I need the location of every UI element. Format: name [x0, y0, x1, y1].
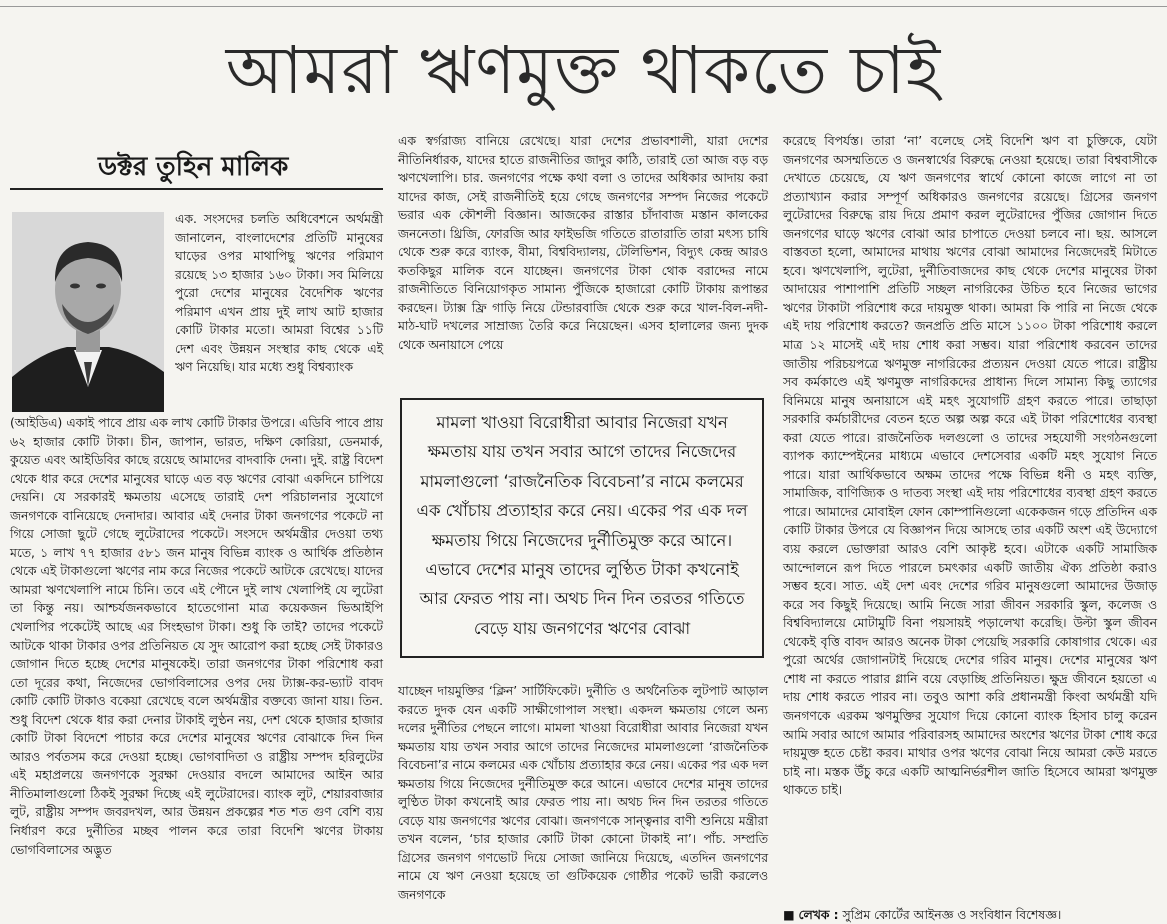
- column-1-bottom-text: [10, 414, 383, 859]
- paragraph: করেছে বিপর্যস্ত। তারা ‘না’ বলেছে সেই বিদেশি ঋণ বা চুক্তিকে, যেটা জনগণের অসম্মতিতে ও জনস্বার্থের বিরুদ্ধে নেওয়া হয়েছে। তারা বিশ্ববাসীকে দেখাতে চেয়েছে, যে ঋণ জনগণের স্বার্থে কোনো কাজে লাগে না তা প্রত্যাখ্যান করার সম্পূর্ণ অধিকারও জনগণের রয়েছে। গ্রিসের জনগণ লুটেরাদের বিরুদ্ধে রায় দিয়ে প্রমাণ করল লুটেরাদের পুঁজির জোগান দিতে জনগণের ঘাড়ে ঋণের বোঝা আর চাপাতে দেওয়া চলবে না। ছয়. আসলে বাস্তবতা হলো, আমাদের মাথায় ঋণের বোঝা আমাদের নিজেদেরই মিটাতে হবে। ঋণখেলাপি, লুটেরা, দুর্নীতিবাজদের কাছ থেকে দেশের মানুষের টাকা আদায়ের পাশাপাশি প্রতিটি সচ্ছল নাগরিকের উচিত হবে নিজের ভাগের ঋণের টাকাটা পরিশোধ করে দায়মুক্ত থাকা। আমরা কি পারি না নিজে থেকে এই দায় পরিশোধ করতে? জনপ্রতি প্রতি মাসে ১১০০ টাকা পরিশোধ করলে মাত্র ১২ মাসেই এই দায় শোধ করা সম্ভব। যারা পরিশোধ করবেন তাদের জাতীয় পরিচয়পত্রে ঋণমুক্ত নাগরিকের প্রত্যয়ন দেওয়া যেতে পারে। রাষ্ট্রীয় সব কর্মকাণ্ডে এই ঋণমুক্ত নাগরিকদের প্রাধান্য দিলে সামান্য কিছু ত্যাগের বিনিময়ে মানুষ অনায়াসে এই মহৎ সুযোগটি গ্রহণ করতে পারে। তাছাড়া সরকারি কর্মচারীদের বেতন হতে অল্প অল্প করে এই টাকা পরিশোধের ব্যবস্থা করা যেতে পারে। রাজনৈতিক দলগুলো ও তাদের সহযোগী সংগঠনগুলো ব্যাপক ক্যাম্পেইনের মাধ্যমে এভাবে দেশসেবার একটি মহৎ সুযোগ নিতে পারে। যারা আর্থিকভাবে অক্ষম তাদের পক্ষে বিভিন্ন ধনী ও মহৎ ব্যক্তি, সামাজিক, বাণিজ্যিক ও দাতব্য সংস্থা এই দায় পরিশোধের ব্যবস্থা গ্রহণ করতে পারে। আমাদের মোবাইল ফোন কোম্পানিগুলো একেকজন গড়ে প্রতিদিন এক কোটি টাকার উপরে যে বিজ্ঞাপন দিয়ে আসছে তার একটি অংশ এই উদ্যোগে ব্যয় করলে ভোক্তারা আরও বেশি আকৃষ্ট হবে। এটাকে একটি সামাজিক আন্দোলনে রূপ দিতে পারলে চমৎকার একটি জাতীয় ঐক্য প্রতিষ্ঠা করাও সম্ভব হবে। সাত. এই দেশ এবং দেশের গরিব মানুষগুলো আমাদের উজাড় করে সব কিছুই দিয়েছে। আমি নিজে সারা জীবন সরকারি স্কুল, কলেজ ও বিশ্ববিদ্যালয়ে মোটামুটি বিনা পয়সায়ই পড়ালেখা করেছি। উল্টা স্কুল জীবন থেকেই বৃত্তি বাবদ আরও অনেক টাকা পেয়েছি সরকারি কোষাগার থেকে। এর পুরো অর্থের জোগানটাই দিয়েছে দেশের গরিব মানুষ। দেশের মানুষের ঋণ শোধ না করতে পারার গ্লানি বয়ে বেড়াচ্ছি প্রতিনিয়ত। ক্ষুদ্র জীবনে হয়তো এ দায় শোধ করতে পারব না। তবুও আশা করি প্রধানমন্ত্রী কিংবা অর্থমন্ত্রী যদি জনগণকে এরকম ঋণমুক্তির সুযোগ দিয়ে কোনো ব্যাংক হিসাব চালু করেন আমি সবার আগে আমার পরিবারসহ আমাদের অংশের ঋণের টাকা শোধ করে দায়মুক্ত হতে চেষ্টা করব। মাথার ওপর ঋণের বোঝা নিয়ে আমরা কেউ মরতে চাই না। মস্তক উঁচু করে একটি আত্মনির্ভরশীল জাতি হিসেবে আমরা ঋণমুক্ত থাকতে চাই।: [783, 134, 1158, 798]
- paragraph: যাচ্ছেন দায়মুক্তির ‘ক্লিন’ সার্টিফিকেট। দুর্নীতি ও অর্থনৈতিক লুটপাট আড়াল করতে দুদক যেন একটি সাক্ষীগোপাল সংস্থা। একদল ক্ষমতায় গেলে অন্য দলের দুর্নীতির পেছনে লাগে। মামলা খাওয়া বিরোধীরা আবার নিজেরা যখন ক্ষমতায় যায় তখন সবার আগে তাদের নিজেদের মামলাগুলো ‘রাজনৈতিক বিবেচনা’র নামে কলমের এক খোঁচায় প্রত্যাহার করে নেয়। একের পর এক দল ক্ষমতায় গিয়ে নিজেদের দুর্নীতিমুক্ত করে আনে। এভাবে দেশের মানুষ তাদের লুণ্ঠিত টাকা কখনোই আর ফেরত পায় না। অথচ দিন দিন তরতর গতিতে বেড়ে যায় জনগণের ঋণের বোঝা। জনগণকে সান্ত্বনার বাণী শুনিয়ে মন্ত্রীরা তখন বলেন, ‘চার হাজার কোটি টাকা কোনো টাকাই না’। পাঁচ. সম্প্রতি গ্রিসের জনগণ গণভোট দিয়ে সোজা জানিয়ে দিয়েছে, এতদিন জনগণের নামে যে ঋণ নেওয়া হয়েছে তা গুটিকয়েক গোষ্ঠীর পকেট ভারী করলেও জনগণকে: [398, 684, 768, 903]
- column-2-top-text: [398, 132, 768, 355]
- square-bullet-icon: ■: [783, 908, 795, 922]
- paragraph: (আইডিএ) একাই পাবে প্রায় এক লাখ কোটি টাকার উপরে। এডিবি পাবে প্রায় ৬২ হাজার কোটি টাকা। চীন, জাপান, ভারত, দক্ষিণ কোরিয়া, ডেনমার্ক, কুয়েত এবং আইডিবির কাছে রয়েছে আমাদের বাদবাকি দেনা। দুই. রাষ্ট্র বিদেশ থেকে ধার করে দেশের মানুষের ঘাড়ে এত বড় ঋণের বোঝা একদিনে চাপিয়ে দেয়নি। যে সরকারই ক্ষমতায় এসেছে তারাই দেশ পরিচালনার সুযোগে জনগণকে বানিয়েছে দেনাদার। আবার এই দেনার টাকা জনগণের পকেটে না গিয়ে সোজা ছুটে গেছে লুটেরাদের পকেটে। সংসদে অর্থমন্ত্রীর দেওয়া তথ্য মতে, ১ লাখ ৭৭ হাজার ৫৮১ জন মানুষ বিভিন্ন ব্যাংক ও আর্থিক প্রতিষ্ঠান থেকে এই টাকাগুলো ঋণের নাম করে নিজের পকেটে আটকে রেখেছে। যাদের আমরা ঋণখেলাপি নামে চিনি। তবে এই পৌনে দুই লাখ খেলাপিই যে লুটেরা তা কিন্তু নয়। আশ্চর্যজনকভাবে হাতেগোনা মাত্র কয়েকজন ভিআইপি খেলাপির পকেটেই আছে এর সিংহভাগ টাকা। শুধু কি তাই? তাদের পকেটে আটকে থাকা টাকার ওপর প্রতিনিয়ত যে সুদ আরোপ করা হচ্ছে সেই টাকারও জোগান দিতে হচ্ছে দেশের মানুষকেই। তারা জনগণের টাকা পরিশোধ করা তো দূরের কথা, নিজেদের ভোগবিলাসের ওপর দেয় ট্যাক্স-কর-ভ্যাট বাবদ কোটি কোটি টাকাও বকেয়া রেখেছে বলে অর্থমন্ত্রীর বক্তব্যে জানা যায়। তিন. শুধু বিদেশ থেকে ধার করা দেনার টাকাই লুণ্ঠন নয়, দেশ থেকে হাজার হাজার কোটি টাকা বিদেশে পাচার করে দেশের মানুষের ঋণের বোঝাকে দিন দিন আরও পর্বতসম করে দেওয়া হচ্ছে। ভোগবাদিতা ও রাষ্ট্রীয় সম্পদ হরিলুটের এই মহাপ্রলয়ে জনগণকে সুরক্ষা দেওয়ার বদলে আমাদের আইন আর নীতিমালাগুলো ঠিকই সুরক্ষা দিচ্ছে এই লুটেরাদের। ব্যাংক লুট, শেয়ারবাজার লুট, রাষ্ট্রীয় সম্পদ জবরদখল, আর উন্নয়ন প্রকল্পের শত শত গুণ বেশি ব্যয় নির্ধারণ করে দুর্নীতির মচ্ছব পালন করে তারা বিদেশি ঋণের টাকায় ভোগবিলাসের অদ্ভুত: [10, 416, 383, 857]
- credit-text: সুপ্রিম কোর্টের আইনজ্ঞ ও সংবিধান বিশেষজ্ঞ।: [842, 908, 1062, 922]
- headline: আমরা ঋণমুক্ত থাকতে চাই: [225, 32, 942, 109]
- paragraph: এক স্বর্গরাজ্য বানিয়ে রেখেছে। যারা দেশের প্রভাবশালী, যারা দেশের নীতিনির্ধারক, যাদের হাতে রাজনীতির জাদুর কাঠি, তারাই তো আজ বড় বড় ঋণখেলাপি। চার. জনগণের পক্ষে কথা বলা ও তাদের অধিকার আদায় করা যাদের কাজ, সেই রাজনীতিই হয়ে গেছে জনগণের সম্পদ নিজের পকেটে ভরার এক কৌশলী বিজ্ঞান। আজকের রাস্তার চাঁদাবাজ মস্তান কালকের জননেতা। থ্রিজি, ফোরজি আর ফাইভজি গতিতে রাতারাতি তারা মৎস্য চাষি থেকে শুরু করে ব্যাংক, বীমা, বিশ্ববিদ্যালয়, টেলিভিশন, বিদ্যুৎ কেন্দ্র আরও কতকিছুর মালিক বনে যাচ্ছেন। জনগণের টাকা থোক বরাদ্দের নামে রাজনীতিতে বিনিয়োগকৃত সামান্য পুঁজিকে হাজারো কোটি টাকায় রূপান্তর করছেন। ট্যাক্স ফ্রি গাড়ি নিয়ে টেন্ডারবাজি থেকে শুরু করে খাল-বিল-নদী-মাঠ-ঘাট দখলের সাম্রাজ্য তৈরি করে নিয়েছেন। এসব হালালের জন্য দুদক থেকে অনায়াসে পেয়ে: [398, 134, 768, 353]
- author-photo: [12, 212, 164, 412]
- author-credit: [783, 907, 1157, 924]
- column-3-text: [783, 132, 1157, 800]
- pull-quote-text: মামলা খাওয়া বিরোধীরা আবার নিজেরা যখন ক্ষমতায় যায় তখন সবার আগে তাদের নিজেদের মামলাগুলো ‘রাজনৈতিক বিবেচনা’র নামে কলমের এক খোঁচায় প্রত্যাহার করে নেয়। একের পর এক দল ক্ষমতায় গিয়ে নিজেদের দুর্নীতিমুক্ত করে আনে। এভাবে দেশের মানুষ তাদের লুণ্ঠিত টাকা কখনোই আর ফেরত পায় না। অথচ দিন দিন তরতর গতিতে বেড়ে যায় জনগণের ঋণের বোঝা: [416, 413, 748, 638]
- credit-label: লেখক :: [798, 908, 839, 922]
- author-byline: ডক্টর তুহিন মালিক: [98, 152, 289, 182]
- top-rule: [0, 6, 1167, 7]
- column-1-top-text: [175, 210, 383, 377]
- pull-quote-box: [400, 398, 764, 658]
- paragraph: এক. সংসদের চলতি অধিবেশনে অর্থমন্ত্রী জানালেন, বাংলাদেশের প্রতিটি মানুষের ঘাড়ের ওপর মাথাপিছু ঋণের পরিমাণ রয়েছে ১৩ হাজার ১৬০ টাকা। সব মিলিয়ে পুরো দেশের মানুষের বৈদেশিক ঋণের পরিমাণ এখন প্রায় দুই লাখ আট হাজার কোটি টাকার মতো। আমরা বিশ্বের ১১টি দেশ এবং উন্নয়ন সংস্থার কাছ থেকে এই ঋণ নিয়েছি। যার মধ্যে শুধু বিশ্বব্যাংক: [175, 212, 383, 375]
- column-2-bottom-text: [398, 682, 768, 905]
- byline-rule: [10, 188, 383, 190]
